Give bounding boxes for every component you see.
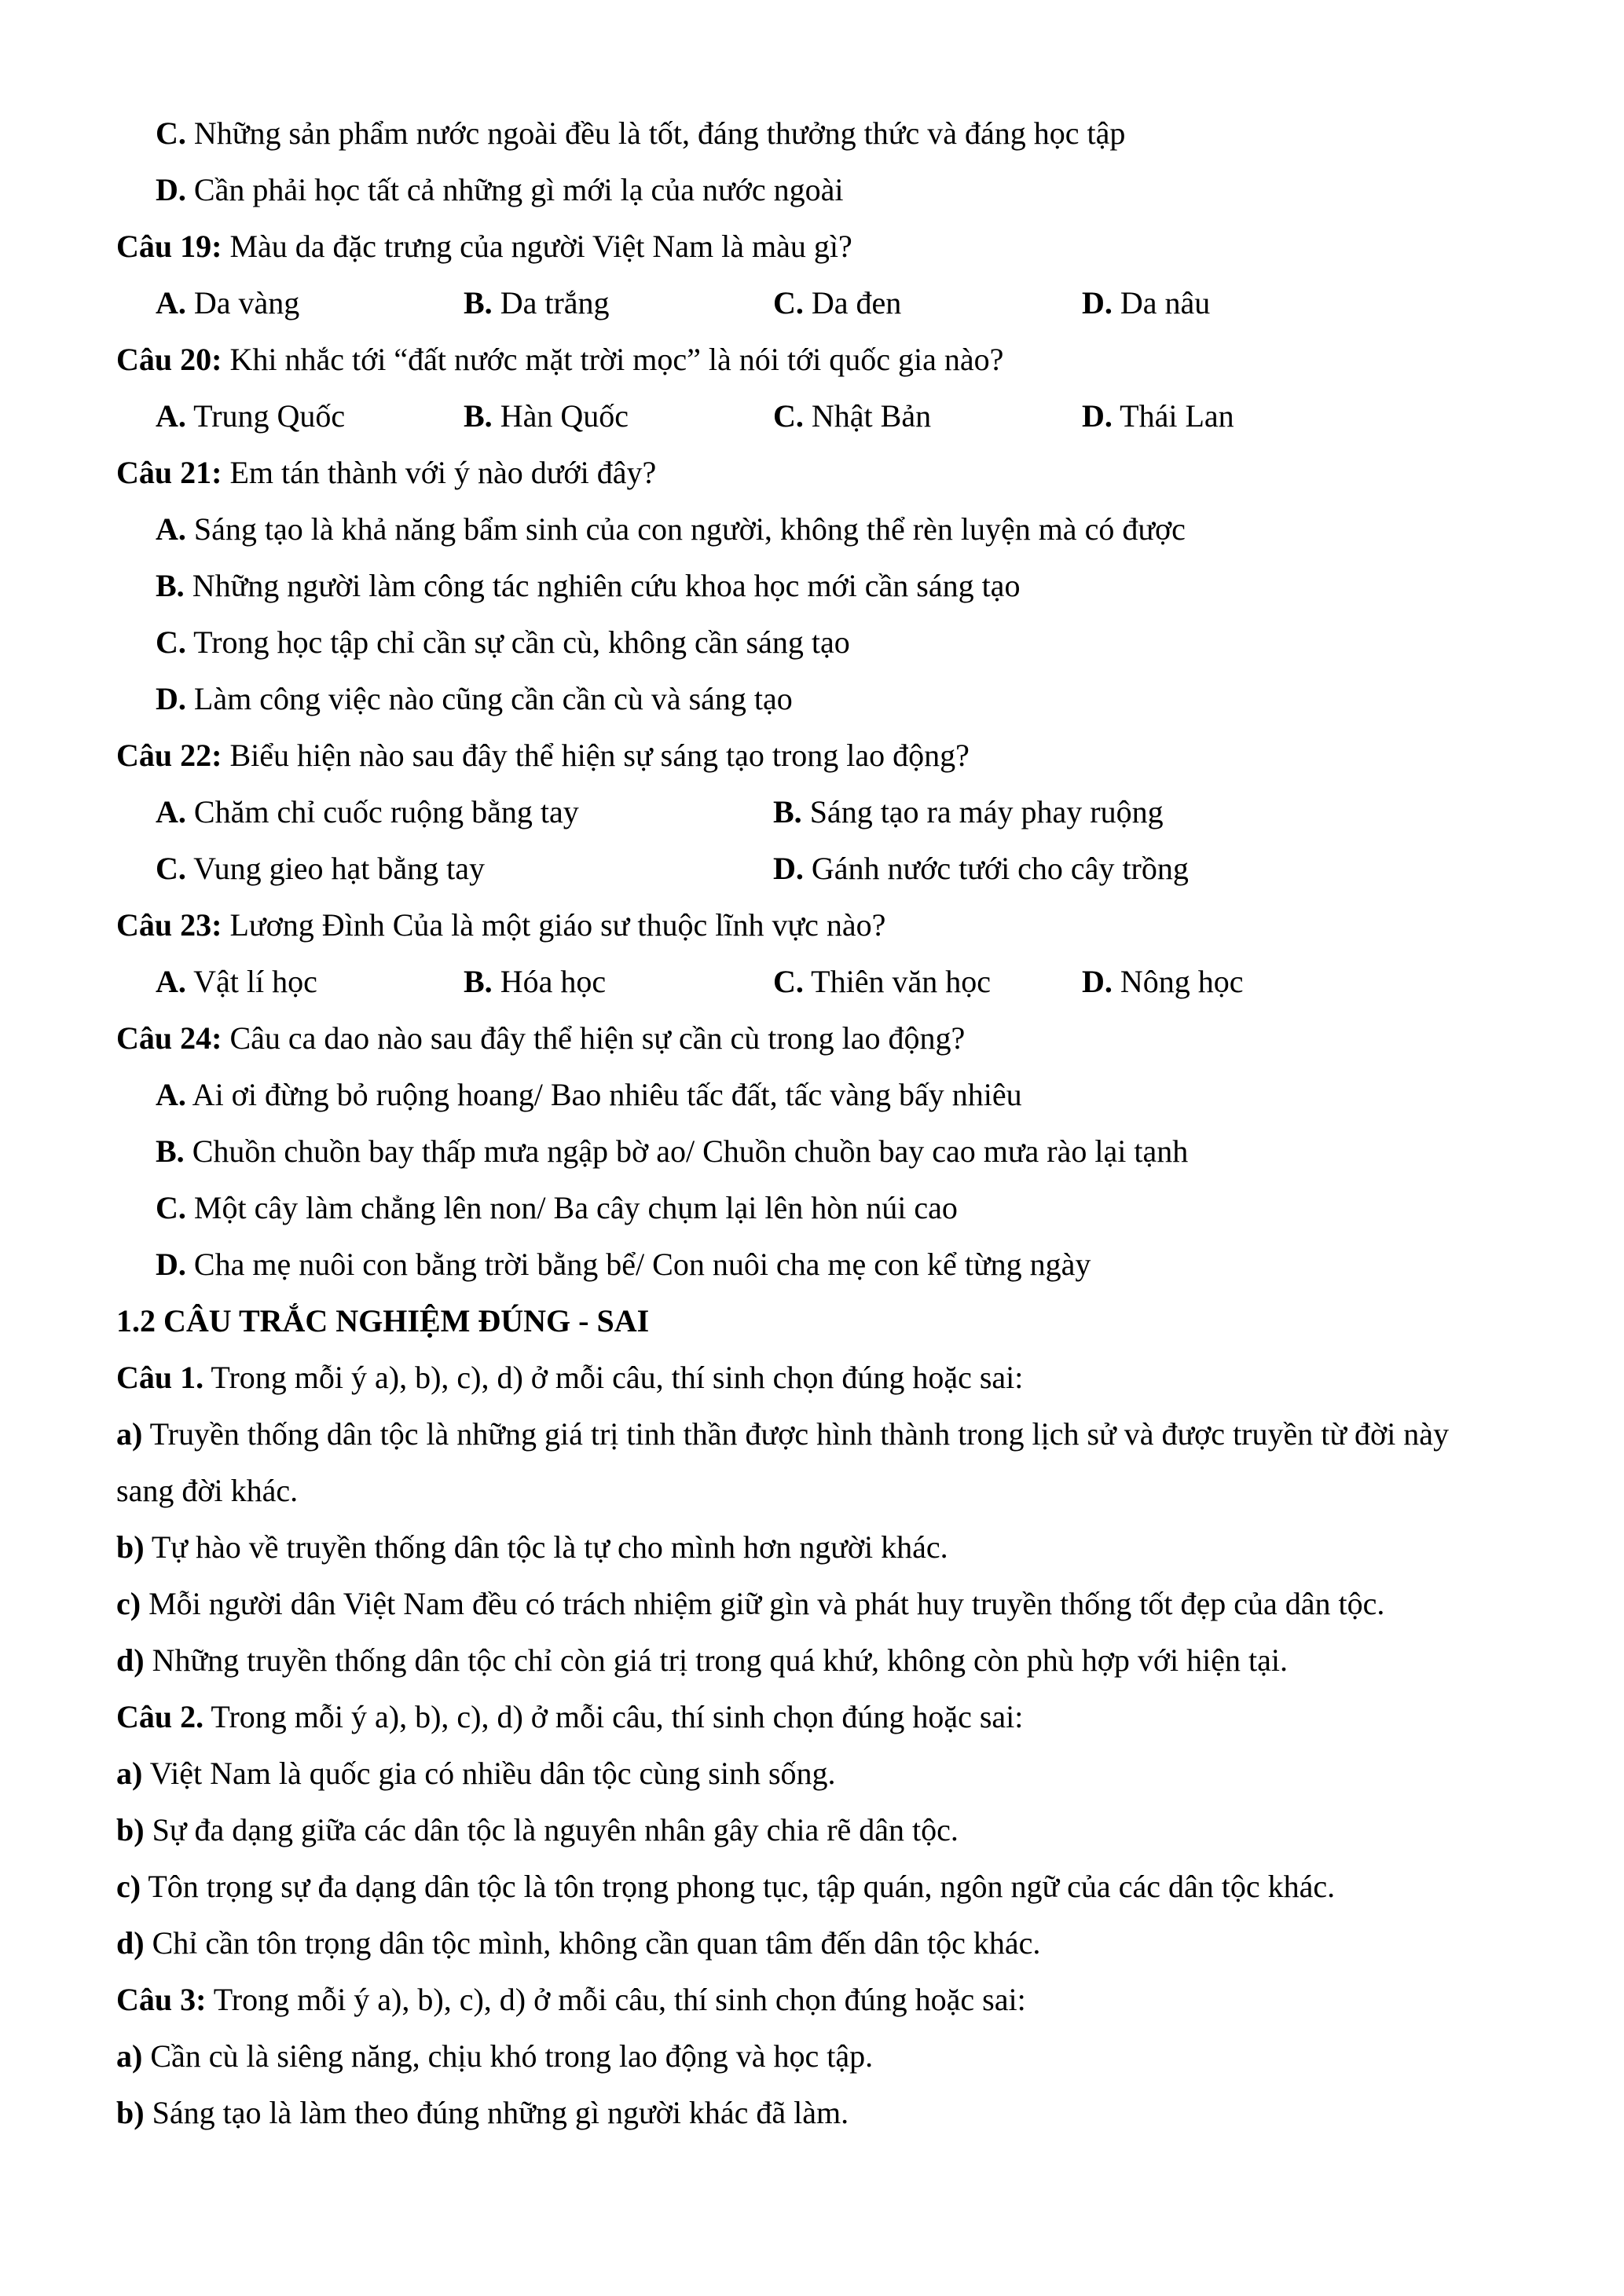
option-letter: C. [156,1190,186,1225]
statement-c [116,1868,1335,1906]
option-text: Làm công việc nào cũng cần cần cù và sáng tạo [185,681,793,716]
option-c [156,1189,958,1227]
option-b [464,963,606,1001]
option-text: Hóa học [492,964,607,999]
option-text: Hàn Quốc [492,398,629,434]
statement-letter: d) [116,1925,145,1961]
question-label: Câu 23: [116,907,222,943]
option-a [156,793,579,831]
option-letter: D. [773,851,804,886]
tf-question-1 [116,1359,1023,1397]
statement-a-continued: sang đời khác. [116,1473,299,1508]
statement-text: Chỉ cần tôn trọng dân tộc mình, không cần quan tâm đến dân tộc khác. [144,1925,1041,1961]
statement-text: Cần cù là siêng năng, chịu khó trong lao động và học tập. [142,2038,874,2074]
option-letter: D. [156,1247,186,1282]
option-text: Da nâu [1112,285,1211,320]
question-label: Câu 24: [116,1020,222,1056]
option-text: Thiên văn học [803,964,991,999]
option-a [156,963,317,1001]
option-text: Vung gieo hạt bằng tay [185,851,486,886]
option-line [156,171,843,209]
question-text: Lương Đình Của là một giáo sư thuộc lĩnh vực nào? [222,907,886,943]
option-letter: D. [156,681,186,716]
option-text: Trung Quốc [185,398,346,434]
tf-question-3 [116,1981,1026,2019]
option-letter: A. [156,398,186,434]
option-letter: D. [1082,398,1113,434]
option-d [1082,963,1244,1001]
statement-letter: c) [116,1586,141,1621]
option-a [156,1076,1022,1114]
question-text: Câu ca dao nào sau đây thể hiện sự cần cù trong lao động? [222,1020,966,1056]
option-d [156,1246,1091,1283]
option-d [773,850,1189,888]
option-letter: C. [156,624,186,660]
option-letter: C. [773,398,804,434]
statement-letter: b) [116,1812,145,1847]
option-letter: C. [156,851,186,886]
option-text: Da vàng [185,285,300,320]
option-c [156,850,485,888]
statement-text: Việt Nam là quốc gia có nhiều dân tộc cùng sinh sống. [142,1756,836,1791]
option-d [156,680,793,718]
option-text: Da đen [803,285,902,320]
option-letter: A. [156,1077,186,1112]
option-letter: B. [156,1133,185,1169]
option-a [156,511,1186,548]
statement-text: Sự đa dạng giữa các dân tộc là nguyên nhân gây chia rẽ dân tộc. [144,1812,959,1847]
option-text: Da trắng [492,285,610,320]
question-21 [116,454,656,492]
option-a [156,397,345,435]
option-letter: B. [464,285,493,320]
statement-text: Những truyền thống dân tộc chỉ còn giá trị trong quá khứ, không còn phù hợp với hiện tại. [144,1642,1288,1678]
question-label: Câu 20: [116,342,222,377]
option-text: Gánh nước tưới cho cây trồng [803,851,1189,886]
statement-text: Tự hào về truyền thống dân tộc là tự cho mình hơn người khác. [144,1529,948,1565]
statement-b [116,2094,849,2132]
statement-letter: c) [116,1869,141,1904]
statement-c [116,1585,1384,1623]
option-letter: D. [1082,285,1113,320]
statement-text: Truyền thống dân tộc là những giá trị tinh thần được hình thành trong lịch sử và được truyền từ đời này [142,1416,1450,1452]
statement-a [116,2038,873,2075]
section-heading: 1.2 CÂU TRẮC NGHIỆM ĐÚNG - SAI [116,1303,650,1338]
option-text: Những sản phẩm nước ngoài đều là tốt, đáng thưởng thức và đáng học tập [185,115,1126,151]
tf-question-2 [116,1698,1023,1736]
option-c [156,624,850,661]
option-text: Thái Lan [1112,398,1234,434]
question-label: Câu 19: [116,229,222,264]
statement-letter: a) [116,2038,143,2074]
statement-b [116,1811,959,1849]
option-text: Cần phải học tất cả những gì mới lạ của nước ngoài [185,172,844,207]
statement-letter: a) [116,1756,143,1791]
statement-letter: d) [116,1642,145,1678]
option-c [773,963,991,1001]
option-letter: A. [156,964,186,999]
option-b [773,793,1164,831]
option-text: Chuồn chuồn bay thấp mưa ngập bờ ao/ Chuồn chuồn bay cao mưa rào lại tạnh [184,1133,1189,1169]
option-a [156,284,299,322]
question-label: Câu 2. [116,1699,204,1734]
question-20 [116,341,1003,379]
question-label: Câu 3: [116,1982,207,2017]
option-letter: B. [464,964,493,999]
statement-text: Tôn trọng sự đa dạng dân tộc là tôn trọng phong tục, tập quán, ngôn ngữ của các dân tộc khác. [141,1869,1336,1904]
option-text: Chăm chỉ cuốc ruộng bằng tay [185,794,579,829]
option-text: Một cây làm chẳng lên non/ Ba cây chụm lại lên hòn núi cao [185,1190,958,1225]
statement-d [116,1642,1288,1679]
question-text: Trong mỗi ý a), b), c), d) ở mỗi câu, thí sinh chọn đúng hoặc sai: [203,1360,1024,1395]
option-letter: D. [156,172,186,207]
option-text: Nông học [1112,964,1244,999]
option-text: Cha mẹ nuôi con bằng trời bằng bể/ Con nuôi cha mẹ con kể từng ngày [185,1247,1091,1282]
question-text: Biểu hiện nào sau đây thể hiện sự sáng tạo trong lao động? [222,738,970,773]
option-b [464,397,629,435]
statement-text: Mỗi người dân Việt Nam đều có trách nhiệm giữ gìn và phát huy truyền thống tốt đẹp của dân tộc. [141,1586,1385,1621]
question-23 [116,906,885,944]
option-text: Ai ơi đừng bỏ ruộng hoang/ Bao nhiêu tấc đất, tấc vàng bấy nhiêu [185,1077,1022,1112]
option-c [773,284,901,322]
question-text: Trong mỗi ý a), b), c), d) ở mỗi câu, thí sinh chọn đúng hoặc sai: [206,1982,1026,2017]
option-letter: B. [156,568,185,603]
option-d [1082,397,1234,435]
question-24 [116,1020,965,1057]
statement-letter: a) [116,1416,143,1452]
option-d [1082,284,1210,322]
question-text: Trong mỗi ý a), b), c), d) ở mỗi câu, thí sinh chọn đúng hoặc sai: [203,1699,1024,1734]
option-text: Những người làm công tác nghiên cứu khoa học mới cần sáng tạo [184,568,1021,603]
question-22 [116,737,970,774]
statement-a [116,1755,836,1792]
option-c [773,397,931,435]
statement-text: Sáng tạo là làm theo đúng những gì người khác đã làm. [144,2095,849,2130]
option-text: Sáng tạo là khả năng bẩm sinh của con người, không thể rèn luyện mà có được [185,511,1186,547]
statement-a [116,1415,1449,1453]
option-letter: C. [773,285,804,320]
option-letter: A. [156,794,186,829]
question-text: Em tán thành với ý nào dưới đây? [222,455,657,490]
option-line [156,115,1125,152]
statement-letter: b) [116,2095,145,2130]
option-letter: B. [464,398,493,434]
question-label: Câu 22: [116,738,222,773]
option-letter: B. [773,794,802,829]
option-text: Trong học tập chỉ cần sự cần cù, không cần sáng tạo [185,624,850,660]
option-text: Vật lí học [185,964,317,999]
question-label: Câu 21: [116,455,222,490]
option-letter: A. [156,511,186,547]
option-text: Sáng tạo ra máy phay ruộng [801,794,1164,829]
option-b [156,567,1020,605]
option-letter: A. [156,285,186,320]
question-19 [116,228,852,265]
option-letter: C. [156,115,186,151]
question-label: Câu 1. [116,1360,204,1395]
statement-d [116,1924,1040,1962]
statement-letter: b) [116,1529,145,1565]
question-text: Khi nhắc tới “đất nước mặt trời mọc” là nói tới quốc gia nào? [222,342,1004,377]
statement-b [116,1529,948,1566]
option-text: Nhật Bản [803,398,932,434]
option-letter: C. [773,964,804,999]
option-letter: D. [1082,964,1113,999]
option-b [464,284,610,322]
question-text: Màu da đặc trưng của người Việt Nam là màu gì? [222,229,852,264]
option-b [156,1133,1188,1170]
